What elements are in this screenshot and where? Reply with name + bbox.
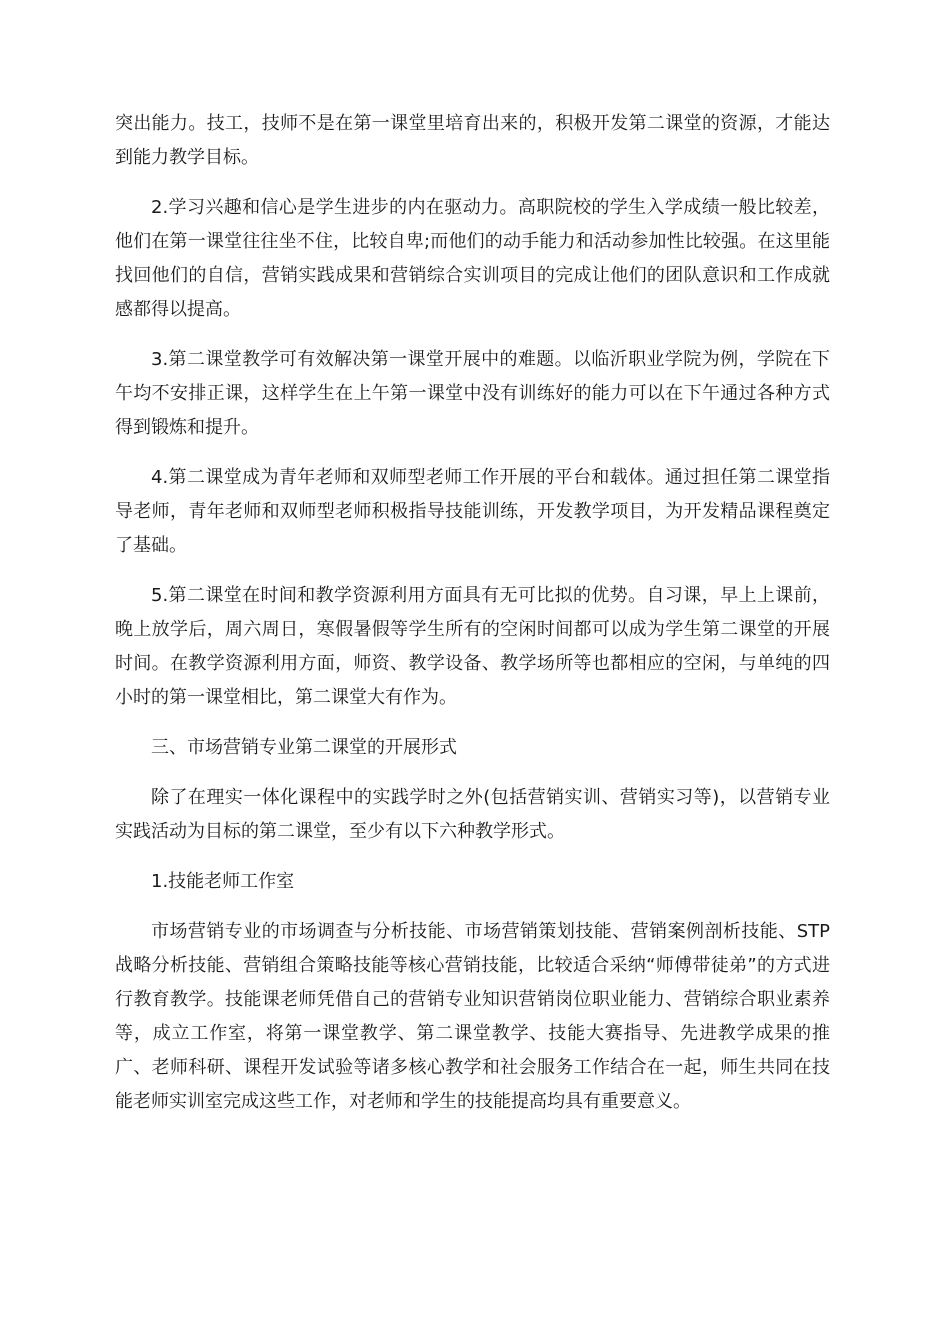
paragraph-point-3: 3.第二课堂教学可有效解决第一课堂开展中的难题。以临沂职业学院为例，学院在下午均不安排正课，这样学生在上午第一课堂中没有训练好的能力可以在下午通过各种方式得到锻炼和提升。 xyxy=(115,349,830,438)
subsection-heading: 1.技能老师工作室 xyxy=(151,871,295,892)
paragraph-point-4: 4.第二课堂成为青年老师和双师型老师工作开展的平台和载体。通过担任第二课堂指导老师，青年老师和双师型老师积极指导技能训练，开发教学项目，为开发精品课程奠定了基础。 xyxy=(115,467,830,556)
paragraph-point-2: 2.学习兴趣和信心是学生进步的内在驱动力。高职院校的学生入学成绩一般比较差，他们在第一课堂往往坐不住，比较自卑;而他们的动手能力和活动参加性比较强。在这里能找回他们的自信，营销实践成果和营销综合实训项目的完成让他们的团队意识和工作成就感都得以提高。 xyxy=(115,197,830,320)
paragraph-point-5: 5.第二课堂在时间和教学资源利用方面具有无可比拟的优势。自习课，早上上课前，晚上放学后，周六周日，寒假暑假等学生所有的空闲时间都可以成为学生第二课堂的开展时间。在教学资源利用方面，师资、教学设备、教学场所等也都相应的空闲，与单纯的四小时的第一课堂相比，第二课堂大有作为。 xyxy=(115,585,830,708)
paragraph-workshop: 市场营销专业的市场调查与分析技能、市场营销策划技能、营销案例剖析技能、STP 战略分析技能、营销组合策略技能等核心营销技能，比较适合采纳“师傅带徒弟”的方式进行教育教学。技能课老师凭借自己的营销专业知识营销岗位职业能力、营销综合职业素养等，成立工作室，将第一课堂教学、第二课堂教学、技能大赛指导、先进教学成果的推广、老师科研、课程开发试验等诸多核心教学和社会服务工作结合在一起，师生共同在技能老师实训室完成这些工作，对老师和学生的技能提高均具有重要意义。 xyxy=(115,921,830,1112)
paragraph-section-intro: 除了在理实一体化课程中的实践学时之外(包括营销实训、营销实习等)，以营销专业实践活动为目标的第二课堂，至少有以下六种教学形式。 xyxy=(115,787,830,842)
section-heading: 三、市场营销专业第二课堂的开展形式 xyxy=(151,737,457,758)
paragraph-continuation: 突出能力。技工，技师不是在第一课堂里培育出来的，积极开发第二课堂的资源，才能达到能力教学目标。 xyxy=(115,113,830,168)
document-body xyxy=(115,107,830,1135)
